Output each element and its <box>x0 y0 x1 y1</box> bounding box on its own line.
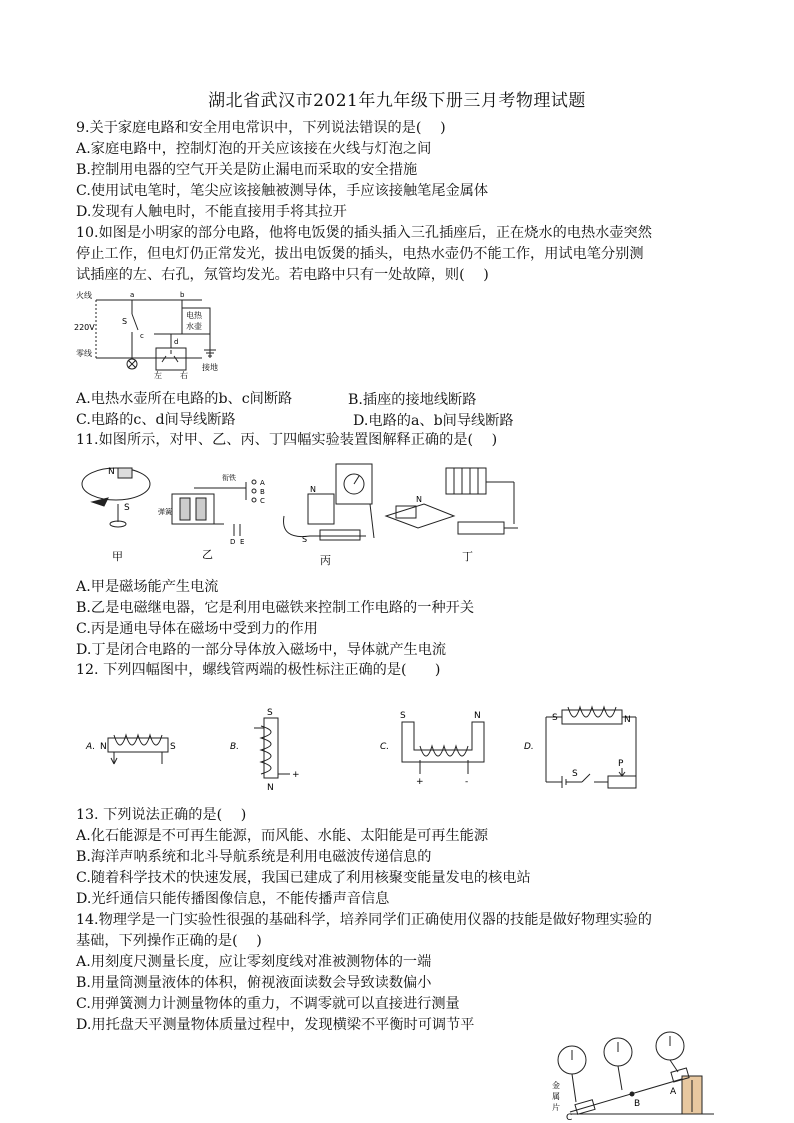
q13-option-c: C.随着科学技术的快速发展，我国已建成了利用核聚变能量发电的核电站 <box>76 870 531 886</box>
q14-option-b: B.用量筒测量液体的体积，俯视液面读数会导致读数偏小 <box>76 975 432 991</box>
slope-point-C: C <box>566 1113 573 1120</box>
q11-ding-N: N <box>416 495 422 504</box>
q10-point-b: b <box>180 291 185 299</box>
q12-D-S: S <box>552 713 558 723</box>
q11-yi-C: C <box>260 497 265 505</box>
q11-stem: 11.如图所示，对甲、乙、丙、丁四幅实验装置图解释正确的是( ) <box>76 432 498 448</box>
q14-option-a: A.用刻度尺测量长度，应让零刻度线对准被测物体的一端 <box>76 954 432 970</box>
q10-voltage-label: 220V <box>74 323 95 332</box>
metal-label-2: 属 <box>552 1092 560 1101</box>
q12-label-D: D. <box>524 742 534 752</box>
q12-B-S: S <box>267 708 273 718</box>
q10-neutral-label: 零线 <box>76 349 92 358</box>
q12-D-P: P <box>618 759 624 769</box>
q10-stem-line1: 10.如图是小明家的部分电路，他将电饭煲的插头插入三孔插座后，正在烧水的电热水壶突然 <box>76 225 652 241</box>
q13-option-b: B.海洋声呐系统和北斗导航系统是利用电磁波传递信息的 <box>76 849 432 865</box>
q12-C-plus: + <box>416 777 424 787</box>
metal-label-1: 金 <box>552 1081 560 1090</box>
q12-B-N: N <box>267 783 274 793</box>
q11-option-d: D.丁是闭合电路的一部分导体放入磁场中，导体就产生电流 <box>76 642 447 658</box>
q10-stem-line3: 试插座的左、右孔，氖管均发光。若电路中只有一处故障，则( ) <box>76 267 489 283</box>
q11-label-ding: 丁 <box>462 550 473 563</box>
q11-experiment-figures <box>74 458 534 570</box>
q10-point-d: d <box>174 338 179 346</box>
q11-option-a: A.甲是磁场能产生电流 <box>76 579 219 595</box>
q12-C-minus: - <box>465 777 469 787</box>
q10-point-c: c <box>140 332 144 340</box>
q11-armature-label: 衔铁 <box>222 474 236 482</box>
q11-yi-E: E <box>240 538 245 546</box>
q11-bing-S: S <box>302 535 308 544</box>
q11-option-c: C.丙是通电导体在磁场中受到力的作用 <box>76 621 318 637</box>
q10-kettle-label-2: 水壶 <box>186 322 202 331</box>
q12-B-plus: + <box>292 770 300 780</box>
q12-label-A: A. <box>86 742 96 752</box>
q10-live-label: 火线 <box>76 291 92 300</box>
slope-point-A: A <box>670 1087 677 1097</box>
q12-C-N: N <box>474 711 481 721</box>
q12-label-B: B. <box>230 742 240 752</box>
q9-option-a: A.家庭电路中，控制灯泡的开关应该接在火线与灯泡之间 <box>76 141 432 157</box>
q10-socket-left: 左 <box>154 371 162 380</box>
q12-A-S: S <box>170 742 176 752</box>
q10-point-a: a <box>130 291 135 299</box>
q10-stem-line2: 停止工作，但电灯仍正常发光，拔出电饭煲的插头，电热水壶仍不能工作，用试电笔分别测 <box>76 246 644 262</box>
q11-label-jia: 甲 <box>112 550 123 563</box>
q11-option-b: B.乙是电磁继电器，它是利用电磁铁来控制工作电路的一种开关 <box>76 600 475 616</box>
q12-C-S: S <box>400 711 406 721</box>
q10-option-a: A.电热水壶所在电路的b、c间断路 <box>76 391 293 407</box>
slope-timer-figure <box>542 1030 720 1120</box>
q10-kettle-label-1: 电热 <box>186 311 202 320</box>
q12-D-switch-S: S <box>572 769 578 779</box>
q11-bing-N: N <box>310 485 316 494</box>
q12-stem: 12. 下列四幅图中，螺线管两端的极性标注正确的是( ) <box>76 662 441 678</box>
q11-jia-N: N <box>108 467 115 477</box>
page-title: 湖北省武汉市2021年九年级下册三月考物理试题 <box>208 91 586 111</box>
q12-label-C: C. <box>380 742 390 752</box>
q9-option-c: C.使用试电笔时，笔尖应该接触被测导体，手应该接触笔尾金属体 <box>76 183 489 199</box>
q10-socket-right: 右 <box>180 371 188 380</box>
q13-stem: 13. 下列说法正确的是( ) <box>76 807 247 823</box>
q10-switch-label: S <box>122 317 128 326</box>
q11-spring-label: 弹簧 <box>158 508 172 516</box>
q11-label-yi: 乙 <box>202 548 213 561</box>
q11-yi-D: D <box>230 538 236 546</box>
q14-option-d: D.用托盘天平测量物体质量过程中，发现横梁不平衡时可调节平 <box>76 1017 475 1033</box>
q13-option-d: D.光纤通信只能传播图像信息，不能传播声音信息 <box>76 891 390 907</box>
q10-circuit-diagram <box>74 288 224 380</box>
q14-option-c: C.用弹簧测力计测量物体的重力，不调零就可以直接进行测量 <box>76 996 460 1012</box>
q10-option-c: C.电路的c、d间导线断路 <box>76 412 236 428</box>
q11-jia-S: S <box>124 503 130 513</box>
q10-option-d: D.电路的a、b间导线断路 <box>353 413 514 429</box>
q9-option-d: D.发现有人触电时，不能直接用手将其拉开 <box>76 204 347 220</box>
slope-point-B: B <box>634 1099 641 1109</box>
q10-option-b: B.插座的接地线断路 <box>348 392 477 408</box>
q14-stem-line1: 14.物理学是一门实验性很强的基础科学，培养同学们正确使用仪器的技能是做好物理实验的 <box>76 912 652 928</box>
q12-solenoid-figures <box>74 702 654 794</box>
metal-label-3: 片 <box>552 1103 560 1112</box>
q10-ground-label: 接地 <box>202 363 218 372</box>
q9-stem: 9.关于家庭电路和安全用电常识中，下列说法错误的是( ) <box>76 120 446 136</box>
q9-option-b: B.控制用电器的空气开关是防止漏电而采取的安全措施 <box>76 162 418 178</box>
q11-yi-A: A <box>260 479 265 487</box>
q12-D-N: N <box>624 715 631 725</box>
q11-yi-B: B <box>260 488 265 496</box>
q11-label-bing: 丙 <box>320 554 331 567</box>
q12-A-N: N <box>100 742 107 752</box>
q13-option-a: A.化石能源是不可再生能源，而风能、水能、太阳能是可再生能源 <box>76 828 489 844</box>
q14-stem-line2: 基础，下列操作正确的是( ) <box>76 933 262 949</box>
